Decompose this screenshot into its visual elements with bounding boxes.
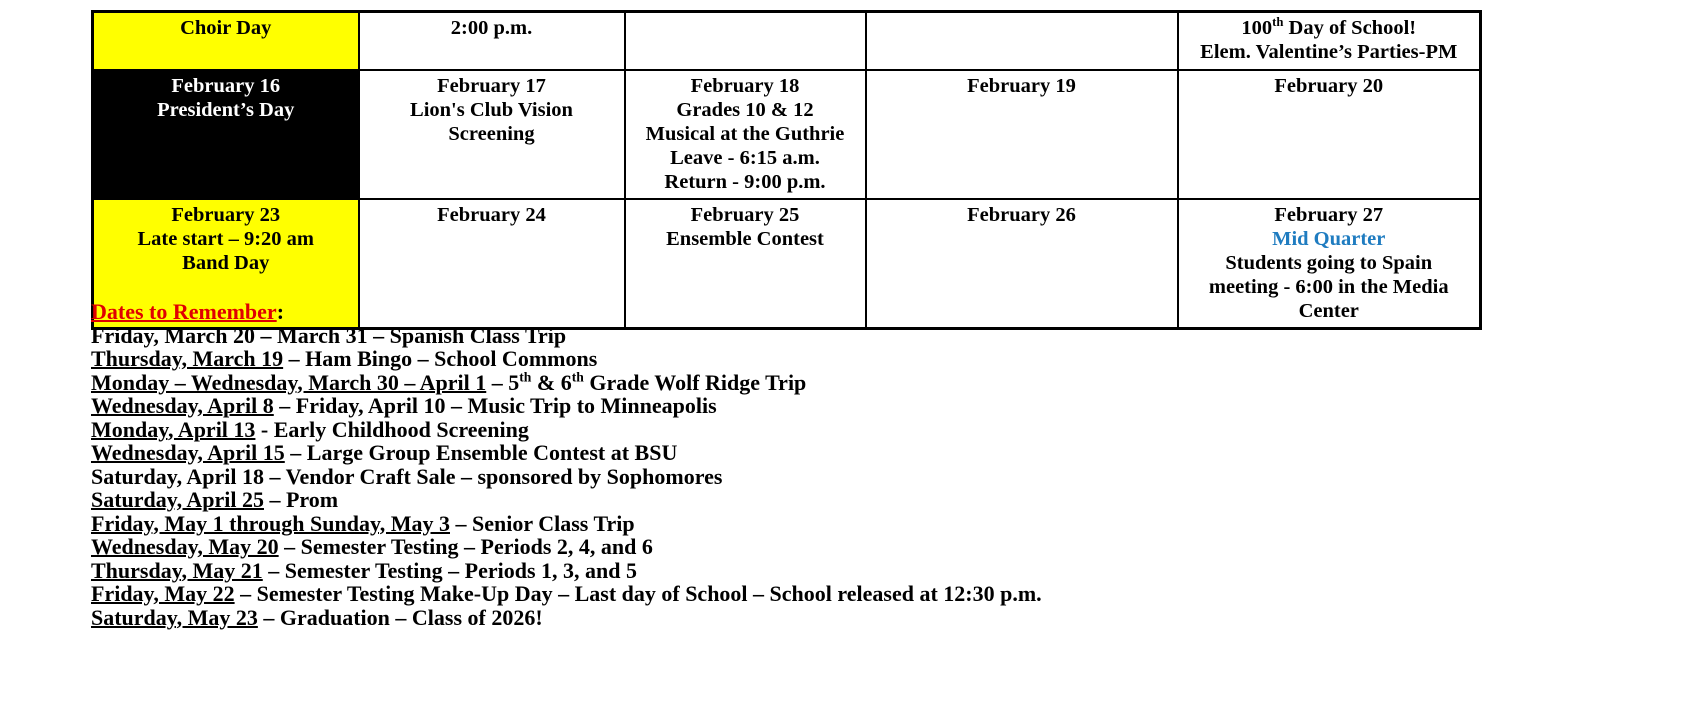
dates-to-remember-list xyxy=(91,324,1591,630)
calendar-cell xyxy=(625,12,866,71)
date-label: Friday, March 20 – March 31 xyxy=(91,322,368,348)
dates-to-remember-item xyxy=(91,441,1591,465)
calendar-cell-line: Choir Day xyxy=(180,17,272,39)
calendar-cell-line: February 23 xyxy=(171,204,281,226)
calendar-cell-line: Band Day xyxy=(182,252,270,274)
calendar-cell-line: February 19 xyxy=(967,75,1076,97)
dates-to-remember-item xyxy=(91,606,1591,630)
dates-to-remember-item xyxy=(91,465,1591,489)
dates-to-remember-item xyxy=(91,418,1591,442)
calendar-cell-line: Return - 9:00 p.m. xyxy=(664,171,826,193)
calendar-cell xyxy=(625,70,866,199)
calendar-cell-line: 2:00 p.m. xyxy=(450,17,533,39)
date-description: – Vendor Craft Sale – sponsored by Sophomores xyxy=(263,463,723,489)
dates-to-remember-item xyxy=(91,559,1591,583)
calendar-cell-line: Late start – 9:20 am xyxy=(137,228,314,250)
calendar-cell-line: Screening xyxy=(448,123,535,145)
calendar-cell-line: February 25 xyxy=(690,204,800,226)
calendar-table-container xyxy=(91,10,1479,330)
date-label: Friday, May 22 xyxy=(91,581,235,606)
calendar-cell xyxy=(359,12,625,71)
date-description: – Semester Testing Make-Up Day – Last day of School – School released at 12:30 p.m. xyxy=(234,581,1042,606)
date-description: - Early Childhood Screening xyxy=(255,416,529,442)
calendar-cell-line: meeting - 6:00 in the Media xyxy=(1208,276,1449,298)
calendar-cell xyxy=(359,70,625,199)
calendar-cell-line: Elem. Valentine’s Parties-PM xyxy=(1200,41,1458,63)
date-label: Wednesday, May 20 xyxy=(91,534,279,559)
calendar-cell-line: February 20 xyxy=(1274,75,1384,97)
calendar-cell-line: Center xyxy=(1298,300,1359,322)
calendar-cell-line: February 26 xyxy=(967,204,1076,226)
calendar-cell xyxy=(1178,70,1481,199)
calendar-cell-line: Students going to Spain xyxy=(1225,252,1433,274)
date-description: – Spanish Class Trip xyxy=(367,322,567,348)
calendar-cell xyxy=(866,70,1178,199)
calendar-cell-line: Grades 10 & 12 xyxy=(676,99,814,121)
date-label: Thursday, March 19 xyxy=(91,346,284,371)
date-description: – Graduation – Class of 2026! xyxy=(257,604,543,630)
date-label: Saturday, April 18 xyxy=(91,463,264,489)
date-description: – Prom xyxy=(263,487,339,512)
date-description: – Semester Testing – Periods 2, 4, and 6 xyxy=(278,534,653,559)
calendar-body xyxy=(93,12,1481,329)
calendar-cell-line: 100th Day of School! xyxy=(1241,15,1417,39)
date-description: – Ham Bingo – School Commons xyxy=(283,346,598,371)
ordinal-suffix: th xyxy=(571,369,584,385)
dates-to-remember-section xyxy=(91,300,1591,629)
date-label: Wednesday, April 15 xyxy=(91,440,285,465)
calendar-cell-line: Ensemble Contest xyxy=(666,228,824,250)
date-description: – Semester Testing – Periods 1, 3, and 5 xyxy=(262,557,637,583)
calendar-cell-line: February 24 xyxy=(437,204,546,226)
date-label: Wednesday, April 8 xyxy=(91,393,274,418)
calendar-cell-line: Musical at the Guthrie xyxy=(645,123,845,145)
calendar-cell-line: Lion's Club Vision xyxy=(410,99,573,121)
dates-to-remember-item xyxy=(91,512,1591,536)
date-description: – Senior Class Trip xyxy=(450,510,635,536)
dates-to-remember-item xyxy=(91,347,1591,371)
calendar-cell-line: Leave - 6:15 a.m. xyxy=(670,147,820,169)
dates-to-remember-heading-text: Dates to Remember xyxy=(91,299,277,324)
mid-quarter-label: Mid Quarter xyxy=(1272,228,1386,250)
calendar-cell xyxy=(93,12,359,71)
dates-to-remember-item xyxy=(91,324,1591,348)
date-label: Monday, April 13 xyxy=(91,416,256,442)
date-label: Saturday, May 23 xyxy=(91,604,258,630)
calendar-cell-line: February 27 xyxy=(1274,204,1384,226)
calendar-cell xyxy=(866,12,1178,71)
date-description: – 5th & 6th Grade Wolf Ridge Trip xyxy=(486,369,807,395)
dates-to-remember-item xyxy=(91,394,1591,418)
date-description: – Friday, April 10 – Music Trip to Minneapolis xyxy=(273,393,717,418)
calendar-row xyxy=(93,70,1481,199)
ordinal-suffix: th xyxy=(1272,15,1284,30)
calendar-cell-line: February 17 xyxy=(437,75,546,97)
dates-to-remember-heading xyxy=(91,300,1591,324)
dates-to-remember-item xyxy=(91,582,1591,606)
dates-to-remember-heading-colon: : xyxy=(276,299,285,324)
ordinal-suffix: th xyxy=(519,369,532,385)
calendar-cell-line: February 16 xyxy=(171,75,281,97)
calendar-row xyxy=(93,12,1481,71)
date-label: Saturday, April 25 xyxy=(91,487,264,512)
calendar-cell-line: February 18 xyxy=(690,75,800,97)
calendar-cell xyxy=(1178,12,1481,71)
dates-to-remember-item xyxy=(91,535,1591,559)
dates-to-remember-item xyxy=(91,371,1591,395)
date-label: Thursday, May 21 xyxy=(91,557,263,583)
date-label: Monday – Wednesday, March 30 – April 1 xyxy=(91,369,487,395)
date-label: Friday, May 1 through Sunday, May 3 xyxy=(91,510,450,536)
calendar-table xyxy=(91,10,1482,330)
calendar-cell-line: President’s Day xyxy=(157,99,295,121)
date-description: – Large Group Ensemble Contest at BSU xyxy=(284,440,678,465)
calendar-cell xyxy=(93,70,359,199)
dates-to-remember-item xyxy=(91,488,1591,512)
